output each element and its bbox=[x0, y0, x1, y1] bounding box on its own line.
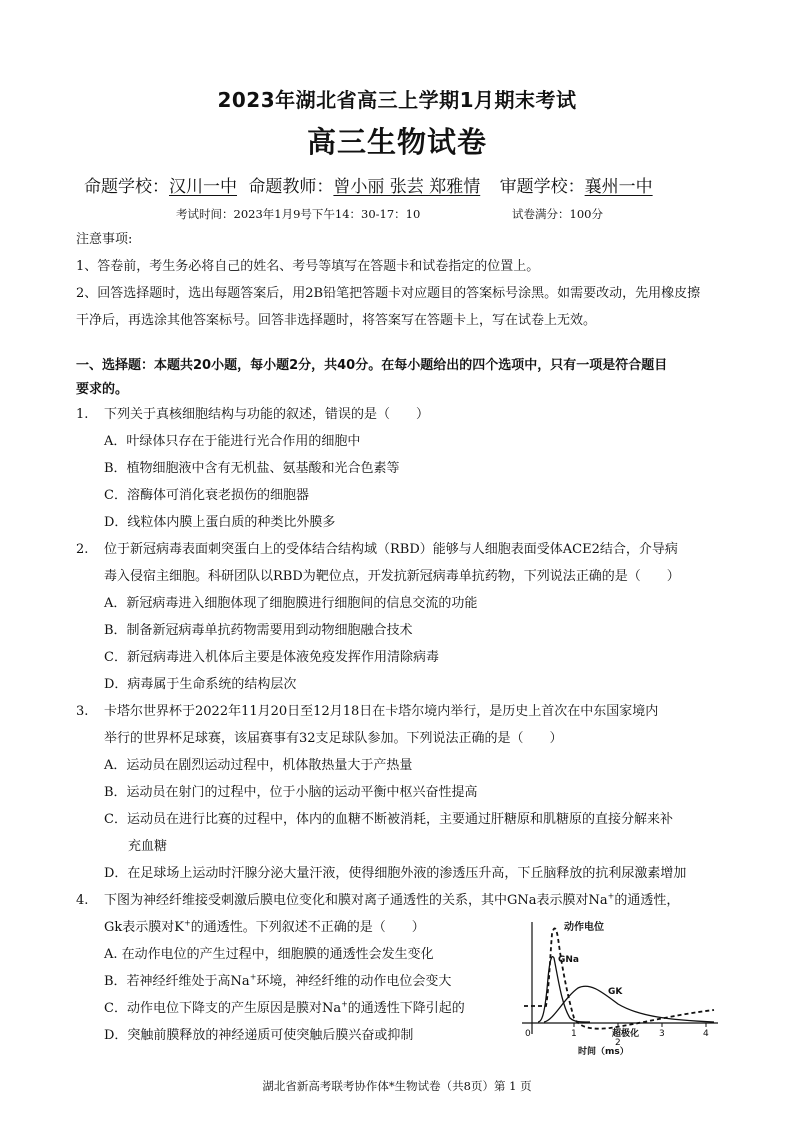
section-heading-line-2: 要求的。 bbox=[76, 382, 129, 397]
question-3-option-c-line-2: 充血糖 bbox=[128, 839, 168, 854]
tick-label-2: 2 bbox=[615, 1038, 621, 1048]
tick-label-0: 0 bbox=[525, 1029, 531, 1039]
notes-item-1: 1、答卷前，考生务必将自己的姓名、考号等填写在答题卡和试卷指定的位置上。 bbox=[76, 259, 540, 274]
action-potential-curve bbox=[524, 928, 714, 1028]
label-gna: GNa bbox=[558, 955, 579, 965]
question-2-stem-line-1: 位于新冠病毒表面刺突蛋白上的受体结合结构域（RBD）能够与人细胞表面受体ACE2结合，介导病 bbox=[104, 542, 678, 557]
notes-item-2-line-1: 2、回答选择题时，选出每题答案后，用2B铅笔把答题卡对应题目的答案标号涂黑。如需要改动，先用橡皮擦 bbox=[76, 286, 701, 301]
gna-curve bbox=[538, 957, 590, 1022]
school-name: 汉川一中 bbox=[169, 177, 237, 197]
question-3-option-b: B．运动员在射门的过程中，位于小脑的运动平衡中枢兴奋性提高 bbox=[104, 785, 478, 800]
question-3-option-c-line-1: C．运动员在进行比赛的过程中，体内的血糖不断被消耗，主要通过肝糖原和肌糖原的直接分解来补 bbox=[104, 812, 673, 827]
question-3-stem-line-2: 举行的世界杯足球赛，该届赛事有32支足球队参加。下列说法正确的是（ ） bbox=[104, 731, 563, 746]
label-hyperpolarization: 超极化 bbox=[612, 1029, 640, 1039]
label-action-potential: 动作电位 bbox=[564, 922, 604, 933]
question-3-option-a: A．运动员在剧烈运动过程中，机体散热量大于产热量 bbox=[104, 758, 413, 773]
question-1-option-b: B．植物细胞液中含有无机盐、氨基酸和光合色素等 bbox=[104, 461, 400, 476]
section-heading-line-1: 一、选择题：本题共20小题，每小题2分，共40分。在每小题给出的四个选项中，只有一项是符合题目 bbox=[76, 358, 668, 373]
subject-title: 高三生物试卷 bbox=[306, 125, 487, 159]
question-2-number: 2. bbox=[76, 542, 89, 557]
page-footer: 湖北省新高考联考协作体*生物试卷（共8页）第 1 页 bbox=[262, 1079, 532, 1093]
question-3-number: 3. bbox=[76, 704, 89, 719]
tick-label-1: 1 bbox=[571, 1029, 577, 1039]
question-1-stem: 下列关于真核细胞结构与功能的叙述，错误的是（ ） bbox=[104, 407, 430, 422]
exam-title: 2023年湖北省高三上学期1月期末考试 bbox=[217, 88, 577, 112]
review-school: 襄州一中 bbox=[584, 177, 653, 197]
question-1-option-d: D．线粒体内膜上蛋白质的种类比外膜多 bbox=[104, 515, 336, 530]
question-4-stem-line-1: 下图为神经纤维接受刺激后膜电位变化和膜对离子通透性的关系，其中GNa表示膜对Na+的通透性， bbox=[104, 891, 680, 908]
label-gk: GK bbox=[608, 987, 623, 997]
tick-label-3: 3 bbox=[659, 1029, 665, 1039]
question-3-stem-line-1: 卡塔尔世界杯于2022年11月20日至12月18日在卡塔尔境内举行，是历史上首次在中东国家境内 bbox=[104, 704, 659, 719]
exam-time: 考试时间：2023年1月9号下午14：30-17：10 bbox=[176, 207, 421, 221]
x-axis-label: 时间（ms） bbox=[578, 1047, 629, 1057]
question-2-stem-line-2: 毒入侵宿主细胞。科研团队以RBD为靶位点，开发抗新冠病毒单抗药物，下列说法正确的是（ ） bbox=[104, 569, 680, 584]
notes-title: 注意事项: bbox=[76, 232, 133, 247]
question-1-number: 1. bbox=[76, 407, 89, 422]
question-4-option-c: C．动作电位下降支的产生原因是膜对Na+的通透性下降引起的 bbox=[104, 999, 465, 1016]
question-3-option-d: D．在足球场上运动时汗腺分泌大量汗液，使得细胞外液的渗透压升高，下丘脑释放的抗利尿激素增加 bbox=[104, 866, 687, 881]
question-4-option-d: D．突触前膜释放的神经递质可使突触后膜兴奋或抑制 bbox=[104, 1028, 414, 1043]
question-4-option-b: B．若神经纤维处于高Na+环境，神经纤维的动作电位会变大 bbox=[104, 972, 452, 989]
action-potential-figure bbox=[518, 918, 724, 1058]
question-4-option-a: A. 在动作电位的产生过程中，细胞膜的通透性会发生变化 bbox=[104, 947, 434, 962]
authors-line bbox=[84, 172, 653, 197]
question-2-option-a: A．新冠病毒进入细胞体现了细胞膜进行细胞间的信息交流的功能 bbox=[104, 596, 478, 611]
question-2-option-d: D．病毒属于生命系统的结构层次 bbox=[104, 677, 297, 692]
question-2-option-c: C．新冠病毒进入机体后主要是体液免疫发挥作用清除病毒 bbox=[104, 650, 439, 665]
review-label: 审题学校： bbox=[499, 177, 585, 197]
question-4-stem-line-2: Gk表示膜对K+的通透性。下列叙述不正确的是（ ） bbox=[104, 918, 425, 935]
question-2-option-b: B．制备新冠病毒单抗药物需要用到动物细胞融合技术 bbox=[104, 623, 413, 638]
teacher-names: 曾小丽 张芸 郑雅情 bbox=[333, 177, 481, 197]
question-4-number: 4. bbox=[76, 893, 89, 908]
question-1-option-a: A．叶绿体只存在于能进行光合作用的细胞中 bbox=[104, 434, 361, 449]
question-1-option-c: C．溶酶体可消化衰老损伤的细胞器 bbox=[104, 488, 309, 503]
exam-score: 试卷满分：100分 bbox=[512, 207, 603, 221]
teacher-label: 命题教师： bbox=[248, 177, 334, 197]
school-label: 命题学校： bbox=[84, 177, 169, 197]
tick-label-4: 4 bbox=[703, 1029, 709, 1039]
notes-item-2-line-2: 干净后，再选涂其他答案标号。回答非选择题时，将答案写在答题卡上，写在试卷上无效。 bbox=[76, 313, 597, 328]
